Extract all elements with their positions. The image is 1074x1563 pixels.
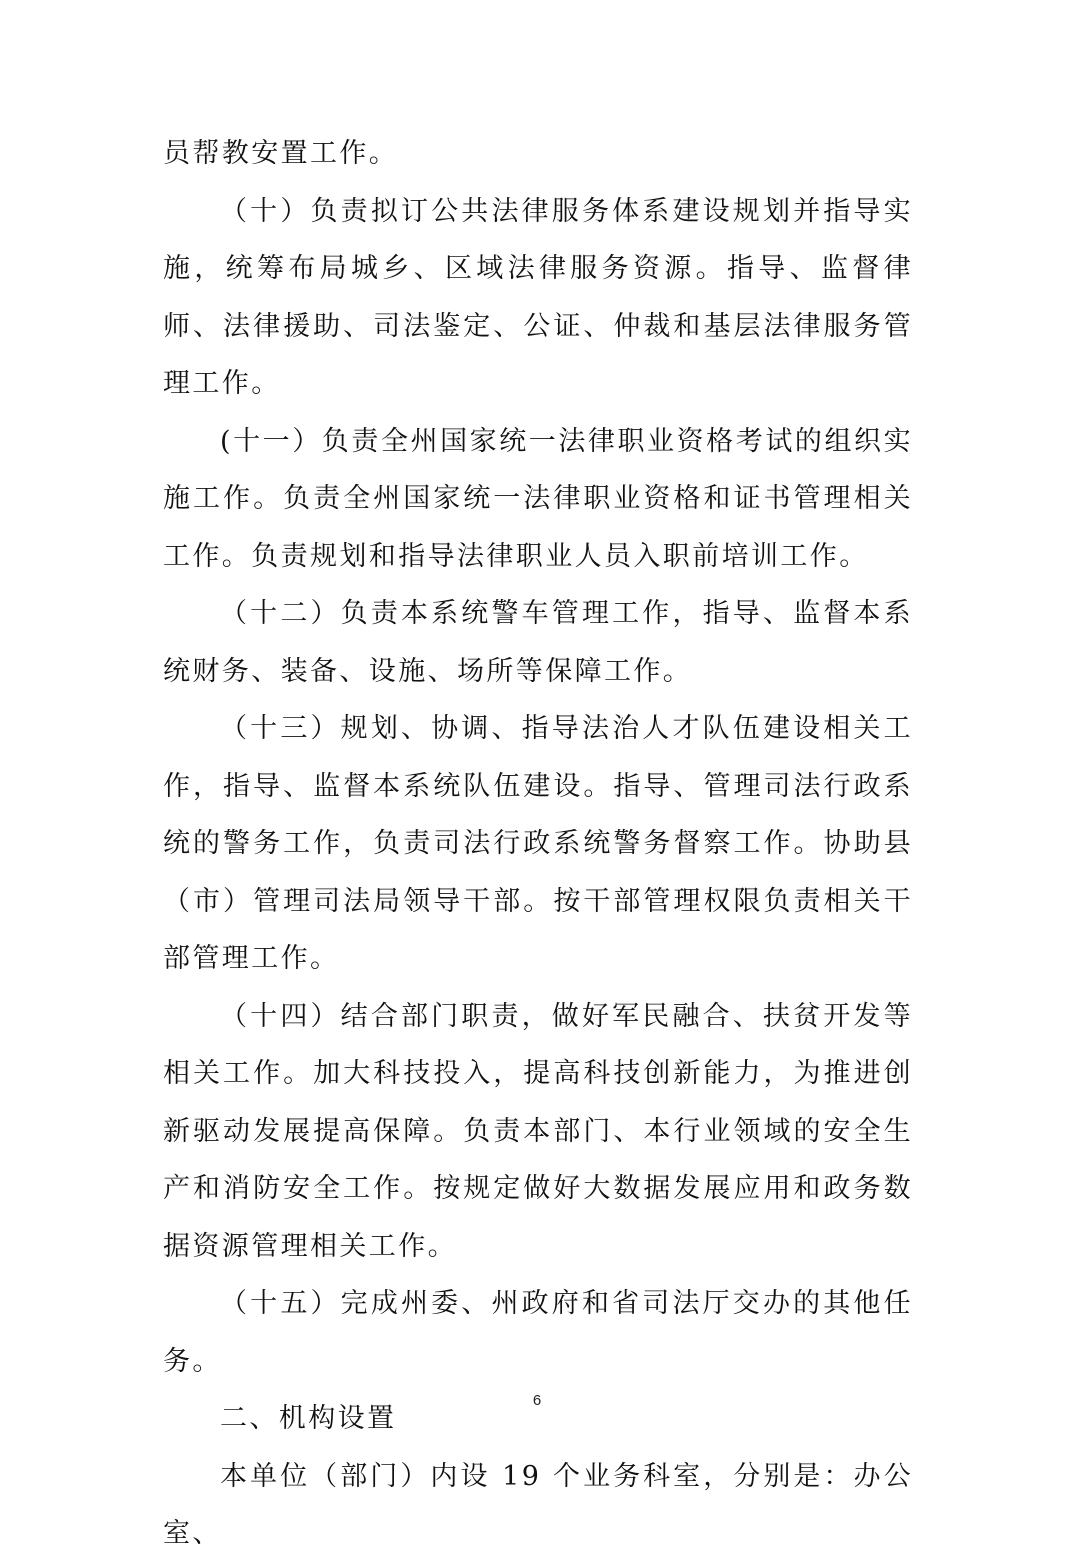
document-body	[163, 125, 913, 1563]
paragraph-item-11: (十一）负责全州国家统一法律职业资格考试的组织实施工作。负责全州国家统一法律职业资格和证书管理相关工作。负责规划和指导法律职业人员入职前培训工作。	[163, 425, 913, 572]
page-number: 6	[532, 1392, 542, 1409]
paragraph-item-14: （十四）结合部门职责，做好军民融合、扶贫开发等相关工作。加大科技投入，提高科技创新能力，为推进创新驱动发展提高保障。负责本部门、本行业领域的安全生产和消防安全工作。按规定做好大数据发展应用和政务数据资源管理相关工作。	[163, 1000, 913, 1262]
paragraph-item-10: （十）负责拟订公共法律服务体系建设规划并指导实施，统筹布局城乡、区域法律服务资源。指导、监督律师、法律援助、司法鉴定、公证、仲裁和基层法律服务管理工作。	[163, 195, 913, 399]
paragraph-item-12: （十二）负责本系统警车管理工作，指导、监督本系统财务、装备、设施、场所等保障工作。	[163, 598, 913, 687]
paragraph-departments: 本单位（部门）内设 19 个业务科室，分别是：办公室、	[163, 1460, 913, 1549]
paragraph-item-15: （十五）完成州委、州政府和省司法厅交办的其他任务。	[163, 1288, 913, 1377]
section-heading: 二、机构设置	[220, 1403, 397, 1434]
paragraph-continuation: 员帮教安置工作。	[163, 138, 399, 169]
paragraph-item-13: （十三）规划、协调、指导法治人才队伍建设相关工作，指导、监督本系统队伍建设。指导、管理司法行政系统的警务工作，负责司法行政系统警务督察工作。协助县（市）管理司法局领导干部。按干部管理权限负责相关干部管理工作。	[163, 713, 913, 974]
